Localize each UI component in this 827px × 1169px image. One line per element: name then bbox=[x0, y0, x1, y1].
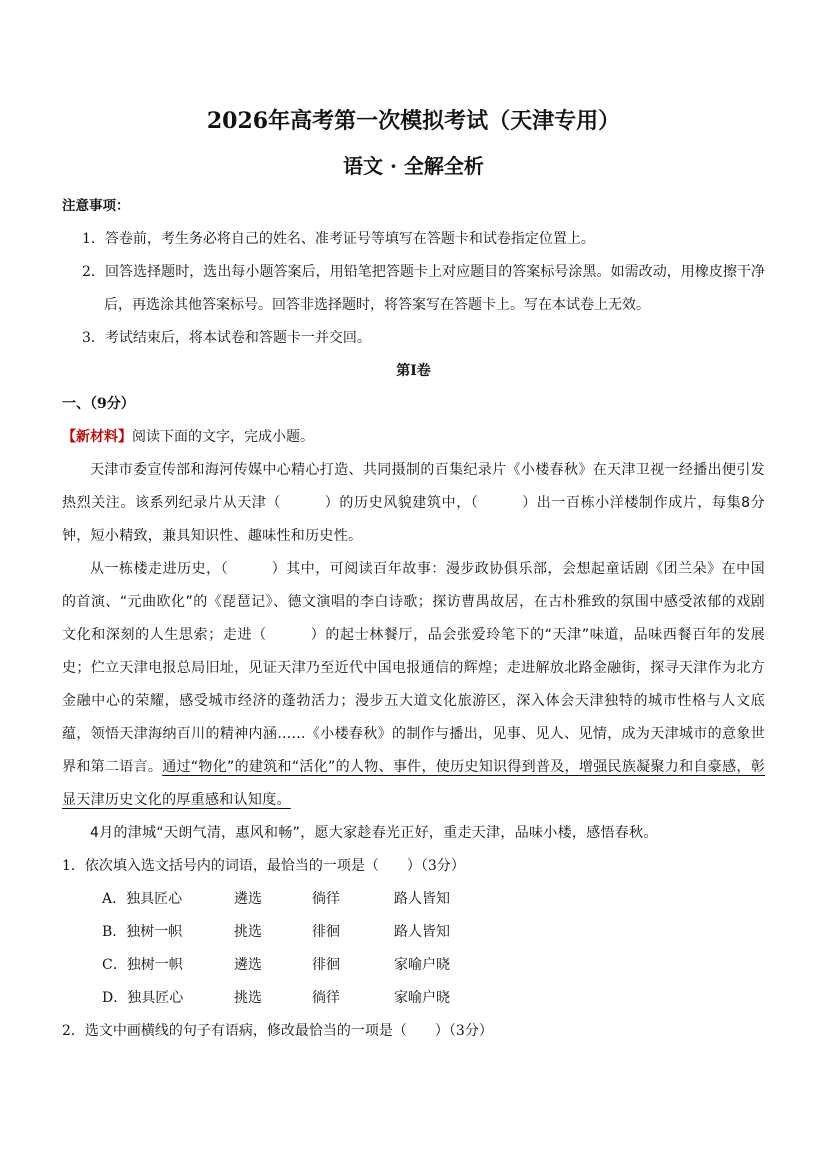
question-1-stem: 1．依次填入选文括号内的词语，最恰当的一项是（ ）（3分） bbox=[62, 858, 465, 874]
option-word: 挑选 bbox=[234, 924, 262, 940]
document-body bbox=[62, 190, 765, 1048]
option-word: B．独树一帜 bbox=[102, 924, 183, 940]
option-word: 路人皆知 bbox=[394, 891, 450, 907]
option-word: 徜徉 bbox=[312, 891, 340, 907]
document-title: 2026年高考第一次模拟考试（天津专用） bbox=[206, 108, 621, 134]
note-item: 1．答卷前，考生务必将自己的姓名、准考证号等填写在答题卡和试卷指定位置上。 bbox=[82, 231, 595, 247]
option-c bbox=[62, 949, 765, 982]
note-item: 3．考试结束后，将本试卷和答题卡一并交回。 bbox=[82, 330, 371, 346]
option-word: C．独树一帜 bbox=[102, 957, 183, 973]
option-word: 路人皆知 bbox=[394, 924, 450, 940]
option-d bbox=[62, 982, 765, 1015]
option-word: 徜徉 bbox=[312, 990, 340, 1006]
option-word: 徘徊 bbox=[312, 957, 340, 973]
underlined-sentence: 通过“物化”的建筑和“活化”的人物、事件，使历史知识得到普及，增强民族凝聚力和自豪感，彰显天津历史文化的厚重感和认知度。 bbox=[62, 759, 765, 808]
part-heading: 一、（9分） bbox=[62, 396, 135, 412]
option-word: 遴选 bbox=[234, 957, 262, 973]
passage-paragraph-1: 天津市委宣传部和海河传媒中心精心打造、共同摄制的百集纪录片《小楼春秋》在天津卫视一经播出便引发热烈关注。该系列纪录片从天津（ ）的历史风貌建筑中，（ ）出一百栋小洋楼制作成片，每集8分钟，短小精致，兼具知识性、趣味性和历史性。 bbox=[62, 462, 765, 544]
passage-paragraph-3: 4月的津城“天朗气清，惠风和畅”，愿大家趁春光正好，重走天津，品味小楼，感悟春秋。 bbox=[90, 825, 658, 841]
note-item: 2．回答选择题时，选出每小题答案后，用铅笔把答题卡上对应题目的答案标号涂黑。如需改动，用橡皮擦干净后，再选涂其他答案标号。回答非选择题时，将答案写在答题卡上。写在本试卷上无效。 bbox=[82, 264, 765, 313]
material-instruction bbox=[62, 421, 765, 454]
option-word: D．独具匠心 bbox=[102, 990, 184, 1006]
document-subtitle: 语文 · 全解全析 bbox=[343, 154, 484, 178]
passage-paragraph-2 bbox=[62, 553, 765, 817]
option-word: A．独具匠心 bbox=[102, 891, 183, 907]
option-word: 家喻户晓 bbox=[394, 990, 450, 1006]
option-word: 遴选 bbox=[234, 891, 262, 907]
section-heading: 第Ⅰ卷 bbox=[396, 363, 431, 379]
notes-heading: 注意事项： bbox=[62, 198, 130, 214]
option-word: 家喻户晓 bbox=[394, 957, 450, 973]
question-2-stem: 2．选文中画横线的句子有语病，修改最恰当的一项是（ ）（3分） bbox=[62, 1023, 493, 1039]
option-b bbox=[62, 916, 765, 949]
new-material-tag: 【新材料】 bbox=[62, 429, 132, 445]
paragraph-text: 从一栋楼走进历史，（ ）其中，可阅读百年故事：漫步政协俱乐部，会想起童话剧《团兰朵》在中国的首演、“元曲欧化”的《琵琶记》、德文演唱的李白诗歌；探访曹禺故居，在古朴雅致的氛围中感受浓郁的戏剧文化和深刻的人生思索；走进（ ）的起士林餐厅，品会张爱玲笔下的“天津”味道，品味西餐百年的发展史；伫立天津电报总局旧址，见证天津乃至近代中国电报通信的辉煌；走进解放北路金融街，探寻天津作为北方金融中心的荣耀，感受城市经济的蓬勃活力；漫步五大道文化旅游区，深入体会天津独特的城市性格与人文底蕴，领悟天津海纳百川的精神内涵……《小楼春秋》的制作与播出，见事、见人、见情，成为天津城市的意象世界和第二语言。 bbox=[62, 561, 765, 775]
instruction-text: 阅读下面的文字，完成小题。 bbox=[132, 429, 314, 445]
option-word: 挑选 bbox=[234, 990, 262, 1006]
option-a bbox=[62, 883, 765, 916]
option-word: 徘徊 bbox=[312, 924, 340, 940]
